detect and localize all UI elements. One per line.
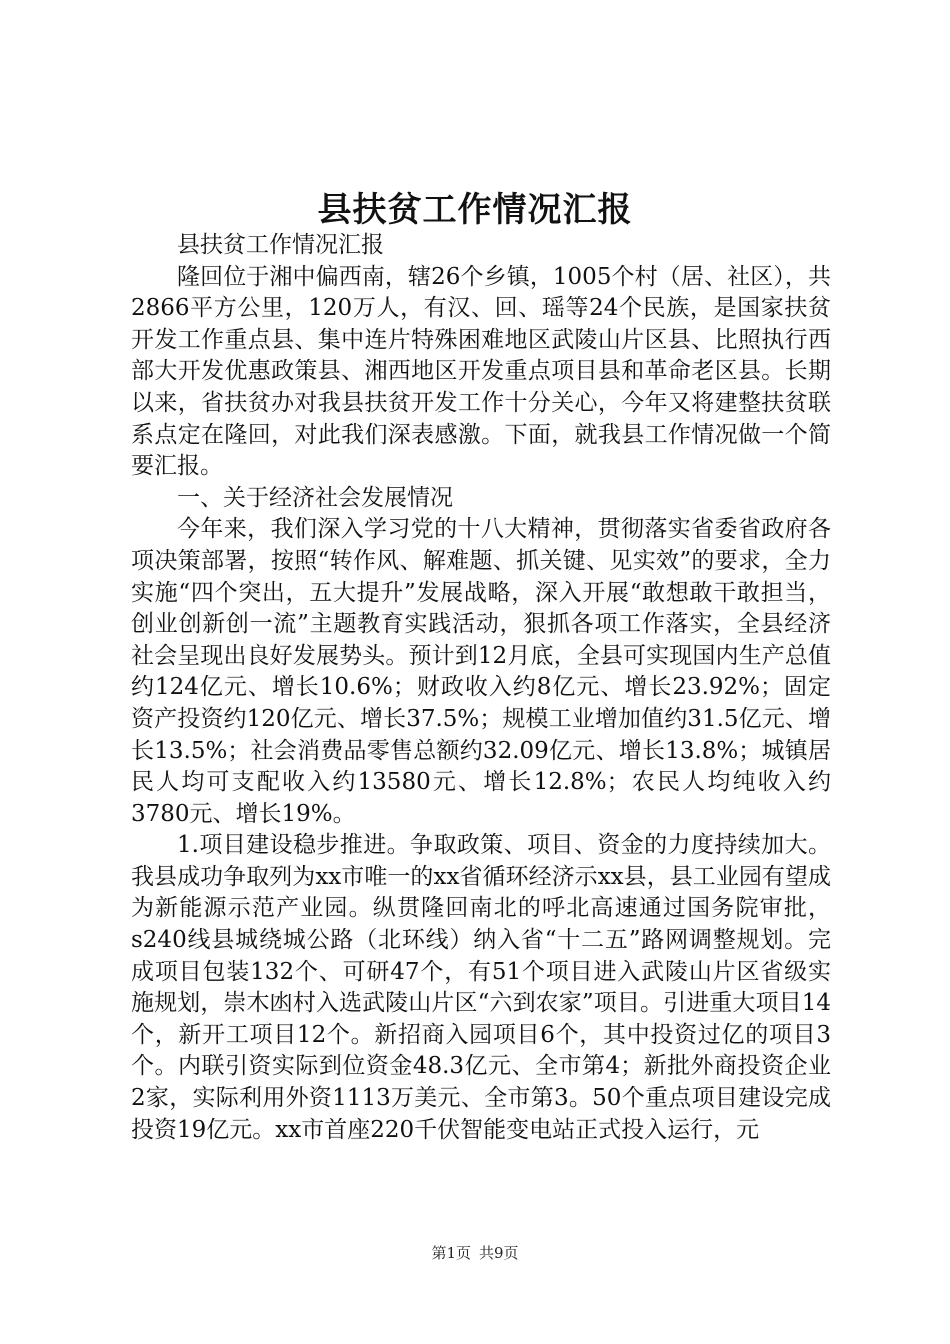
section-heading-economy: 一、关于经济社会发展情况 xyxy=(177,484,453,511)
body-paragraph-economy: 今年来，我们深入学习党的十八大精神，贯彻落实省委省政府各项决策部署，按照“转作风、解难题、抓关键、见实效”的要求，全力实施“四个突出，五大提升”发展战略，深入开展“敢想敢干敢担当，创业创新创一流”主题教育实践活动，狠抓各项工作落实，全县经济社会呈现出良好发展势头。预计到12月底，全县可实现国内生产总值约124亿元、增长10.6%；财政收入约8亿元、增长23.92%；固定资产投资约120亿元、增长37.5%；规模工业增加值约31.5亿元、增长13.5%；社会消费品零售总额约32.09亿元、增长13.8%；城镇居民人均可支配收入约13580元、增长12.8%；农民人均纯收入约3780元、增长19%。 xyxy=(131,516,831,827)
document-body xyxy=(131,230,831,1146)
page-total: 共9页 xyxy=(479,1244,519,1262)
page-footer xyxy=(0,1243,950,1263)
body-paragraph-intro: 隆回位于湘中偏西南，辖26个乡镇，1005个村（居、社区），共2866平方公里，120万人，有汉、回、瑶等24个民族，是国家扶贫开发工作重点县、集中连片特殊困难地区武陵山片区县、比照执行西部大开发优惠政策县、湘西地区开发重点项目县和革命老区县。长期以来，省扶贫办对我县扶贫开发工作十分关心，今年又将建整扶贫联系点定在隆回，对此我们深表感激。下面，就我县工作情况做一个简要汇报。 xyxy=(131,263,831,480)
body-paragraph-projects: 1.项目建设稳步推进。争取政策、项目、资金的力度持续加大。我县成功争取列为xx市唯一的xx省循环经济示xx县，县工业园有望成为新能源示范产业园。纵贯隆回南北的呼北高速通过国务院审批，s240线县城绕城公路（北环线）纳入省“十二五”路网调整规划。完成项目包装132个、可研47个，有51个项目进入武陵山片区省级实施规划，崇木凼村入选武陵山片区“六到农家”项目。引进重大项目14个，新开工项目12个。新招商入园项目6个，其中投资过亿的项目3个。内联引资实际到位资金48.3亿元、全市第4；新批外商投资企业2家，实际利用外资1113万美元、全市第3。50个重点项目建设完成投资19亿元。xx市首座220千伏智能变电站正式投入运行，元 xyxy=(131,832,831,1143)
document-title: 县扶贫工作情况汇报 xyxy=(317,190,633,230)
body-paragraph-subtitle: 县扶贫工作情况汇报 xyxy=(177,232,384,258)
page-number: 第1页 xyxy=(431,1244,471,1262)
